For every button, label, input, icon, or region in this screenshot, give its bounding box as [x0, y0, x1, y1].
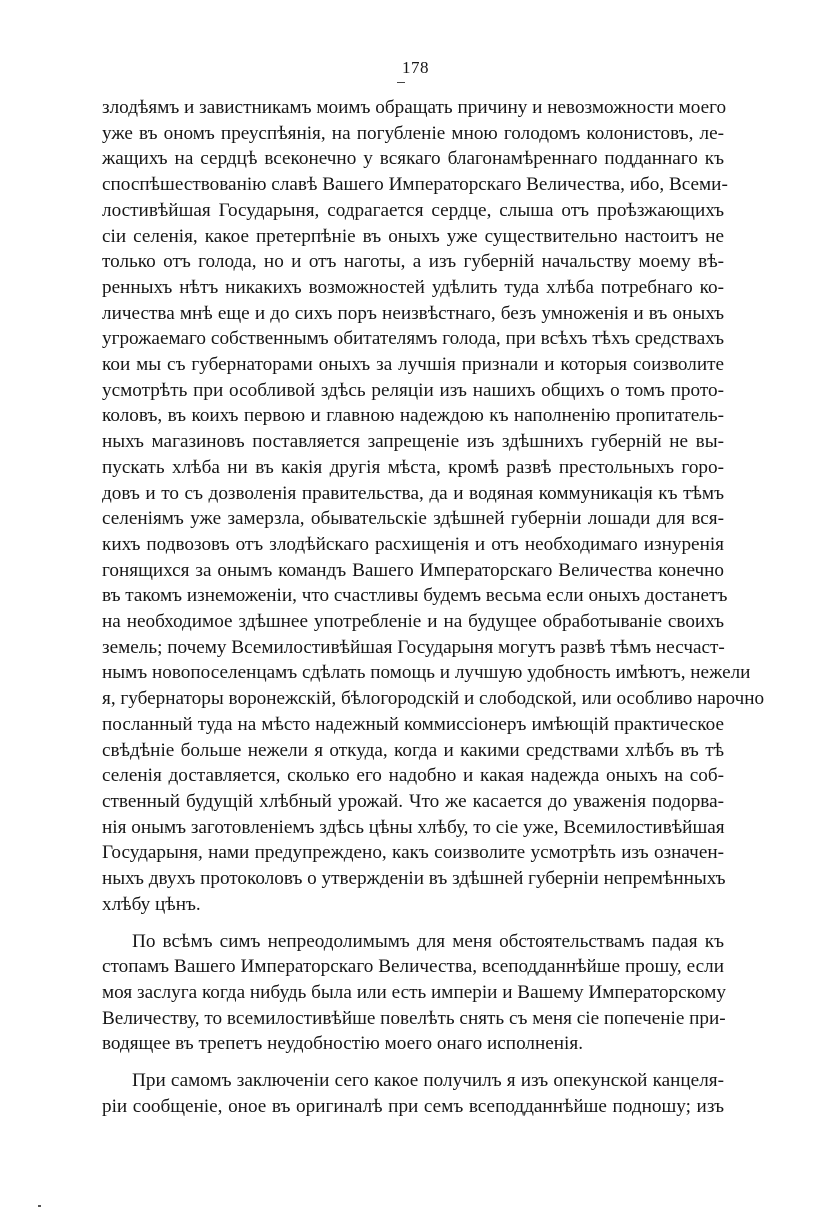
page-text — [102, 95, 765, 1119]
text-line: кои мы съ губернаторами оныхъ за лучшія признали и которыя соизволите — [102, 354, 724, 376]
text-line: нія онымъ заготовленіемъ здѣсь цѣны хлѣбу, то сіе уже, Всемилостивѣйшая — [102, 816, 725, 838]
text-line: При самомъ заключеніи сего какое получилъ я изъ опекунской канцеля- — [132, 1070, 724, 1092]
text-line: я, губернаторы воронежскій, бѣлогородскій и слободской, или особливо нарочно — [102, 688, 765, 710]
text-line: ренныхъ нѣтъ никакихъ возможностей удѣлить туда хлѣба потребнаго ко- — [102, 276, 724, 298]
text-line: Государыня, нами предупреждено, какъ соизволите усмотрѣть изъ означен- — [102, 842, 724, 864]
paragraph-gap — [102, 1057, 724, 1068]
text-line: усмотрѣть при особливой здѣсь реляціи изъ нашихъ общихъ о томъ прото- — [102, 379, 724, 401]
text-line: коловъ, въ коихъ первою и главною надеждою къ наполненію пропитатель- — [102, 405, 724, 427]
text-line: лостивѣйшая Государыня, содрагается сердце, слыша отъ проѣзжающихъ — [102, 199, 724, 221]
page-number: 178 — [0, 58, 831, 78]
text-line: посланный туда на мѣсто надежный коммиссіонеръ имѣющій практическое — [102, 713, 724, 735]
text-line: селеніямъ уже замерзла, обывательскіе здѣшней губерніи лошади для вся- — [102, 508, 724, 530]
paragraph-1 — [102, 95, 765, 918]
text-line: злодѣямъ и завистникамъ моимъ обращать причину и невозможности моего — [102, 97, 727, 118]
text-line: хлѣбу цѣнъ. — [102, 893, 201, 915]
text-line: водящее въ трепетъ неудобностію моего онаго исполненія. — [102, 1033, 583, 1055]
text-line: стопамъ Вашего Императорскаго Величества, всеподданнѣйше прошу, если — [102, 956, 724, 978]
text-line: сіи селенія, какое претерпѣніе въ оныхъ уже существительно настоитъ не — [102, 225, 724, 247]
text-line: на необходимое здѣшнее употребленіе и на будущее обработываніе своихъ — [102, 611, 724, 633]
text-line: селенія доставляется, сколько его надобно и какая надежда оныхъ на соб- — [102, 765, 724, 787]
text-line: угрожаемаго собственнымъ обитателямъ голода, при всѣхъ тѣхъ средствахъ — [102, 328, 724, 350]
text-line: личества мнѣ еще и до сихъ поръ неизвѣстнаго, безъ умноженія и въ оныхъ — [102, 302, 724, 324]
text-line: ныхъ магазиновъ поставляется запрещеніе изъ здѣшнихъ губерній не вы- — [102, 431, 724, 453]
text-line: свѣдѣніе больше нежели я откуда, когда и какими средствами хлѣбъ въ тѣ — [102, 739, 724, 761]
text-line: ныхъ двухъ протоколовъ о утвержденіи въ здѣшней губерніи непремѣнныхъ — [102, 868, 726, 890]
paragraph-3 — [102, 1068, 724, 1119]
text-line: гонящихся за онымъ командъ Вашего Императорскаго Величества конечно — [102, 559, 724, 581]
text-line: ственный будущій хлѣбный урожай. Что же касается до уваженія подорва- — [102, 790, 724, 812]
text-line: ріи сообщеніе, оное въ оригиналѣ при семъ всеподданнѣйше подношу; изъ — [102, 1095, 724, 1117]
text-line: споспѣшествованію славѣ Вашего Императорскаго Величества, ибо, Всеми- — [102, 174, 728, 196]
text-line: пускать хлѣба ни въ какія другія мѣста, кромѣ развѣ престольныхъ горо- — [102, 456, 724, 478]
text-line: въ такомъ изнеможеніи, что счастливы будемъ весьма если оныхъ достанетъ — [102, 585, 728, 607]
text-line: кихъ подвозовъ отъ злодѣйскаго расхищенія и отъ необходимаго изнуренія — [102, 533, 724, 555]
text-line: По всѣмъ симъ непреодолимымъ для меня обстоятельствамъ падая къ — [132, 930, 724, 952]
text-line: Величеству, то всемилостивѣйше повелѣть снять съ меня сіе попеченіе при- — [102, 1007, 726, 1029]
text-line: уже въ ономъ преуспѣянія, на погубленіе мною голодомъ колонистовъ, ле- — [102, 122, 724, 144]
text-line: довъ и то съ дозволенія правительства, да и водяная коммуникація къ тѣмъ — [102, 482, 724, 504]
paragraph-gap — [102, 918, 724, 929]
text-line: земель; почему Всемилостивѣйшая Государыня могутъ развѣ тѣмъ несчаст- — [102, 636, 725, 658]
text-line: жащихъ на сердцѣ всеконечно у всякаго благонамѣреннаго подданнаго къ — [102, 148, 724, 170]
scan-speck — [38, 1205, 41, 1207]
text-line: только отъ голода, но и отъ наготы, а изъ губерній начальству моему вѣ- — [102, 251, 724, 273]
text-line: нымъ новопоселенцамъ сдѣлать помощь и лучшую удобность имѣютъ, нежели — [102, 662, 751, 684]
paragraph-2 — [102, 929, 724, 1058]
text-line: моя заслуга когда нибудь была или есть имперіи и Вашему Императорскому — [102, 981, 726, 1003]
